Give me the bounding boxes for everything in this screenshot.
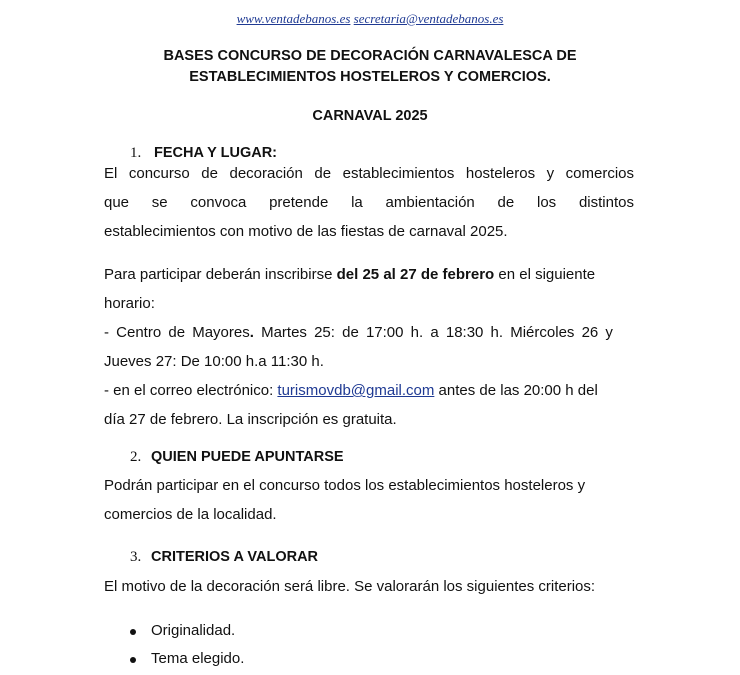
paragraph-line xyxy=(104,260,634,289)
document-title-line-2: ESTABLECIMIENTOS HOSTELEROS Y COMERCIOS. xyxy=(189,69,551,85)
paragraph-line: horario: xyxy=(104,295,155,312)
criteria-label: Tema elegido. xyxy=(151,650,245,667)
section-3-number: 3. xyxy=(130,549,142,565)
criteria-label: Originalidad. xyxy=(151,622,236,639)
email-suffix: antes de las 20:00 h del xyxy=(434,382,598,399)
schedule-prefix: - Centro de Mayores xyxy=(104,324,250,341)
registration-prefix: Para participar deberán inscribirse xyxy=(104,266,337,283)
contact-email-link[interactable]: turismovdb@gmail.com xyxy=(277,382,435,399)
section-1-number: 1. xyxy=(130,145,142,161)
section-2-paragraph xyxy=(104,471,634,529)
paragraph-line: establecimientos con motivo de las fiestas de carnaval 2025. xyxy=(104,223,508,240)
bullet-icon xyxy=(130,657,136,663)
section-1-paragraph-1 xyxy=(104,159,634,246)
document-subtitle: CARNAVAL 2025 xyxy=(312,108,428,124)
email-line-2: día 27 de febrero. La inscripción es gratuita. xyxy=(104,411,397,428)
bullet-icon xyxy=(130,629,136,635)
paragraph-line: El motivo de la decoración será libre. Se valorarán los siguientes criterios: xyxy=(104,578,596,595)
schedule-line xyxy=(104,318,634,347)
secretary-email-link[interactable]: secretaria@ventadebanos.es xyxy=(353,11,504,26)
paragraph-line: El concurso de decoración de establecimientos hosteleros y comercios xyxy=(104,165,634,182)
website-link[interactable]: www.ventadebanos.es xyxy=(236,11,351,26)
section-2-number: 2. xyxy=(130,449,142,465)
document-title-line-1: BASES CONCURSO DE DECORACIÓN CARNAVALESCA DE xyxy=(163,48,577,64)
schedule-rest: Martes 25: de 17:00 h. a 18:30 h. Miércoles 26 y xyxy=(253,324,613,341)
paragraph-line: Podrán participar en el concurso todos los establecimientos hosteleros y xyxy=(104,477,586,494)
schedule-dot: . xyxy=(249,324,254,341)
registration-suffix: en el siguiente xyxy=(494,266,596,283)
paragraph-line: comercios de la localidad. xyxy=(104,506,277,523)
section-1-paragraph-2 xyxy=(104,260,634,434)
email-prefix: - en el correo electrónico: xyxy=(104,382,278,399)
section-3-heading: CRITERIOS A VALORAR xyxy=(151,549,319,565)
section-2-heading: QUIEN PUEDE APUNTARSE xyxy=(151,449,344,465)
document-header xyxy=(0,11,740,27)
email-line xyxy=(104,376,634,405)
registration-dates: del 25 al 27 de febrero xyxy=(336,266,495,283)
section-3-intro xyxy=(104,572,634,601)
section-1-heading: FECHA Y LUGAR: xyxy=(154,145,277,161)
paragraph-line: que se convoca pretende la ambientación de los distintos xyxy=(104,194,634,211)
schedule-line-2: Jueves 27: De 10:00 h.a 11:30 h. xyxy=(104,353,324,370)
